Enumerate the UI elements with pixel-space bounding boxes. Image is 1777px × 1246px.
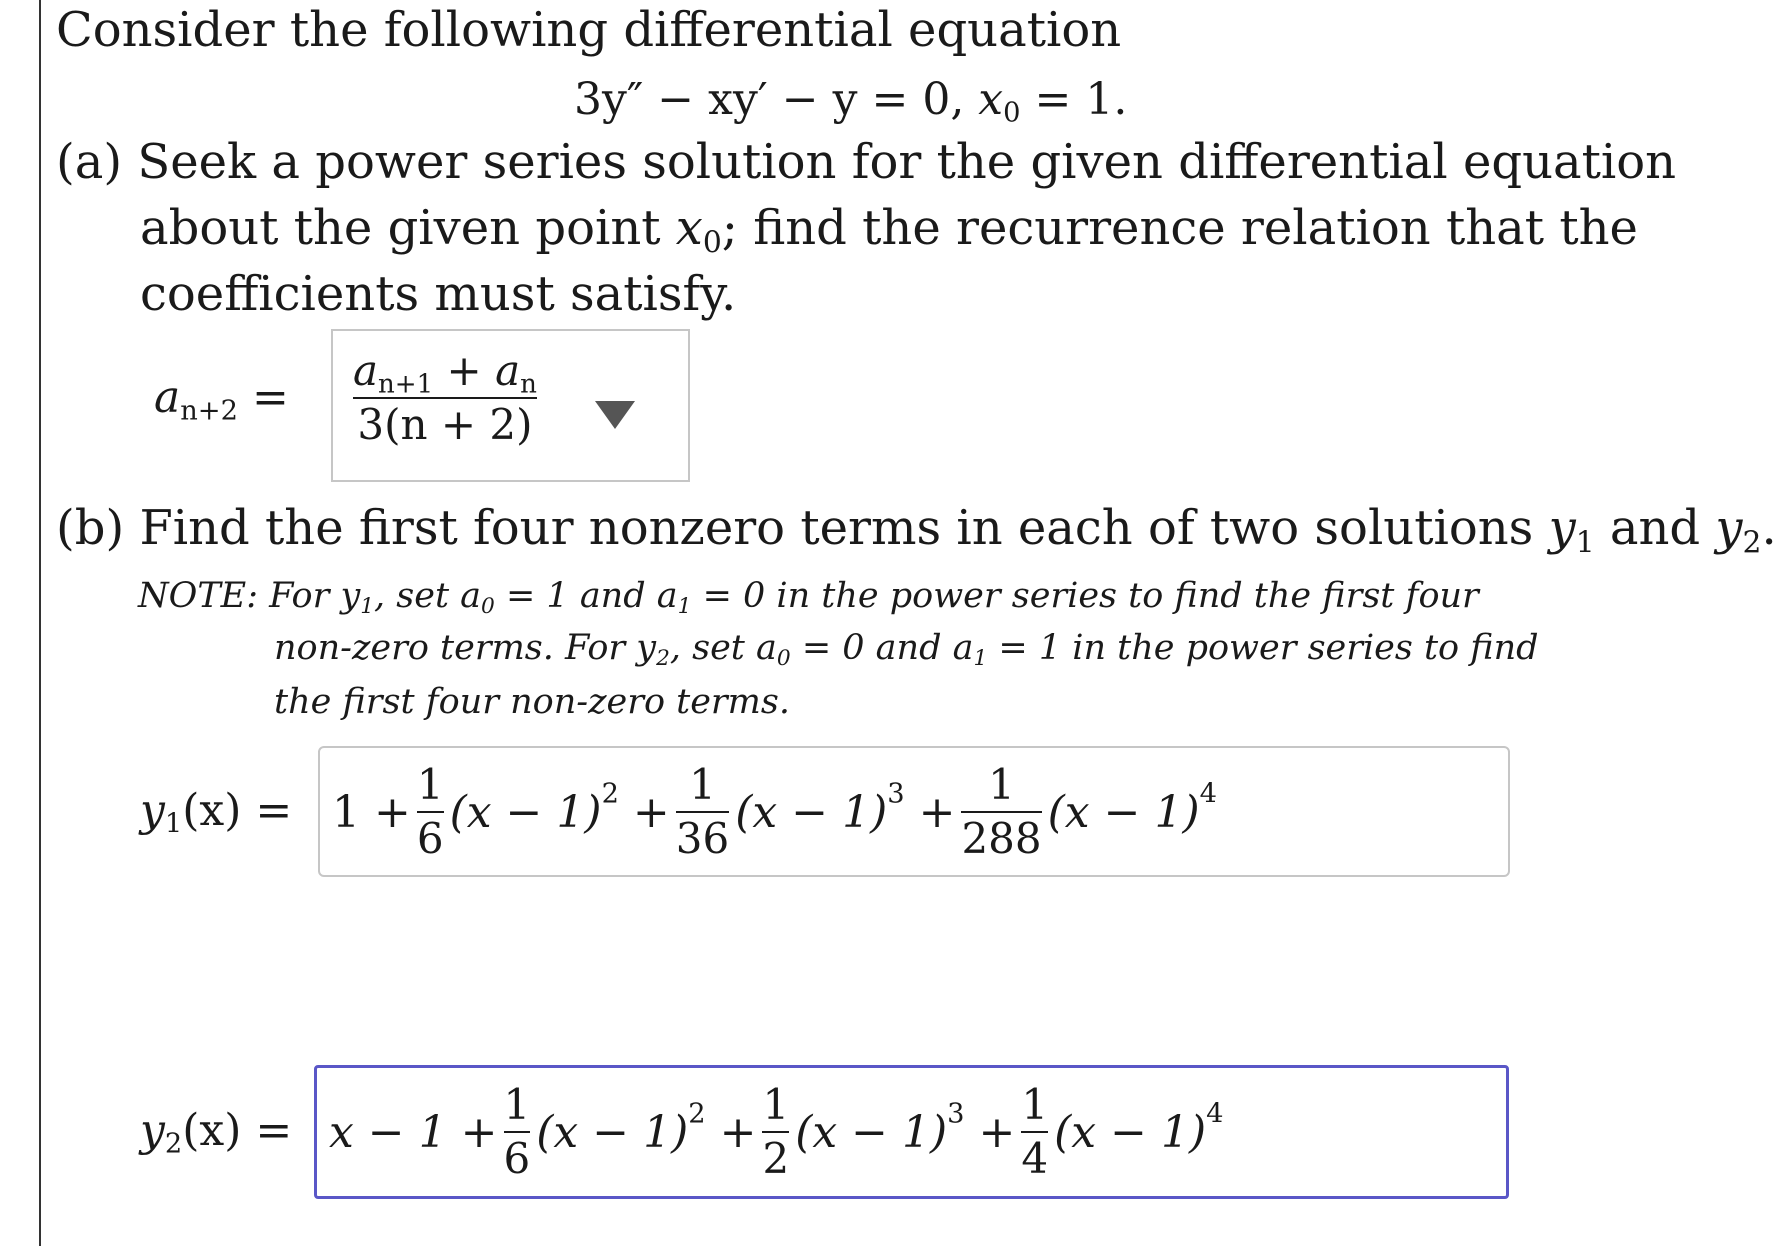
part-b-line1 <box>56 500 1777 561</box>
note-l1-d: = 0 in the power series to find the first four <box>691 576 1479 616</box>
y1-plus-1: + <box>618 786 670 838</box>
recurrence-fraction <box>353 346 537 450</box>
note-l1-ysub: 1 <box>360 594 375 620</box>
y1-frac-2-bar <box>676 811 729 813</box>
y2-term-3 <box>795 1097 1016 1158</box>
y1-term-4-base: (x − 1) <box>1047 786 1200 838</box>
y1-expression <box>332 756 1217 868</box>
part-a-prompt-2: about the given point <box>140 200 676 256</box>
dropdown-arrow-icon[interactable] <box>595 401 635 429</box>
part-a-line2 <box>140 200 1638 261</box>
differential-equation <box>574 74 1128 129</box>
note-l1-a0sub: 0 <box>481 594 495 620</box>
y2-term-2-exp: 2 <box>688 1097 706 1129</box>
equation-main: 3y″ − xy′ − y = 0, <box>574 74 979 125</box>
y2-leading-terms <box>329 1107 498 1158</box>
num-b-var: a <box>495 346 521 395</box>
recurrence-numerator <box>353 346 537 400</box>
part-a-line3: coefficients must satisfy. <box>140 266 737 322</box>
y2-frac-1 <box>503 1079 531 1183</box>
y2-term-4-base: (x − 1) <box>1054 1106 1207 1158</box>
y2-frac-1-bar <box>504 1131 531 1133</box>
note-l1-b: , set <box>374 576 461 616</box>
part-a-prompt-1: Seek a power series solution for the given differential equation <box>137 134 1677 190</box>
note-l2-y: y <box>636 628 657 668</box>
part-a-x0-var: x <box>675 200 703 256</box>
y2-lhs-var: y <box>140 1105 165 1156</box>
note-l2-a1: a <box>952 628 974 668</box>
y2-term-4-exp: 4 <box>1206 1097 1224 1129</box>
recurrence-lhs-eq: = <box>238 372 289 423</box>
note-l2-a0sub: 0 <box>776 646 791 672</box>
note-line3: the first four non-zero terms. <box>274 682 790 722</box>
y2-plus-2: + <box>964 1106 1016 1158</box>
num-a-sub: n+1 <box>378 369 434 400</box>
note-l1-y: y <box>340 576 361 616</box>
part-b-y2-var: y <box>1715 500 1743 556</box>
y1-plus-2: + <box>904 786 956 838</box>
y2-term-4 <box>1054 1097 1224 1158</box>
part-b-label: (b) <box>56 500 125 556</box>
note-l2-ysub: 2 <box>656 646 670 672</box>
y1-frac-2 <box>675 759 730 863</box>
y1-frac-3-den: 288 <box>961 814 1042 863</box>
equation-x0-var: x <box>978 74 1004 125</box>
y2-term-3-exp: 3 <box>947 1097 965 1129</box>
part-b-prompt: Find the first four nonzero terms in each of two solutions <box>139 500 1549 556</box>
recurrence-lhs-var: a <box>154 372 181 423</box>
y2-frac-2-num: 1 <box>762 1079 790 1129</box>
y2-term-3-base: (x − 1) <box>795 1106 948 1158</box>
y1-term-2-base: (x − 1) <box>449 786 602 838</box>
note-l2-a1sub: 1 <box>973 646 988 672</box>
note-l2-d: = 1 in the power series to find <box>987 628 1539 668</box>
y1-frac-3-bar <box>961 811 1041 813</box>
y1-answer-box[interactable] <box>318 746 1510 877</box>
recurrence-denominator: 3(n + 2) <box>357 400 533 450</box>
part-b-y2-sub: 2 <box>1742 525 1762 561</box>
y1-frac-2-num: 1 <box>689 759 716 809</box>
y2-frac-3-bar <box>1021 1131 1048 1133</box>
y1-term-2 <box>449 777 670 838</box>
part-b-and: and <box>1594 500 1716 556</box>
num-b-sub: n <box>520 369 537 400</box>
note-l1-a: NOTE: For <box>138 576 341 616</box>
y1-term-4 <box>1047 777 1217 838</box>
y2-frac-3-den: 4 <box>1021 1134 1049 1183</box>
y1-lhs-rest: (x) = <box>182 785 293 836</box>
part-a-x0-sub: 0 <box>702 225 722 261</box>
num-a-var: a <box>353 346 379 395</box>
recurrence-lhs <box>154 372 289 427</box>
y2-expression <box>329 1076 1223 1188</box>
recurrence-frac <box>353 346 537 450</box>
y1-frac-1-num: 1 <box>416 759 444 809</box>
y2-plus-1: + <box>705 1106 757 1158</box>
part-a-line1 <box>56 134 1676 190</box>
y1-frac-1-den: 6 <box>416 814 444 863</box>
note-l1-c: = 1 and <box>494 576 657 616</box>
note-l1-a0: a <box>460 576 482 616</box>
y1-frac-3 <box>961 759 1042 863</box>
y2-frac-1-den: 6 <box>503 1134 531 1183</box>
y1-lhs-var: y <box>140 785 165 836</box>
note-l2-c: = 0 and <box>790 628 953 668</box>
y1-frac-3-num: 1 <box>988 759 1015 809</box>
note-l2-a: non-zero terms. For <box>274 628 637 668</box>
y2-frac-1-num: 1 <box>503 1079 531 1129</box>
y2-lhs <box>140 1105 293 1160</box>
recurrence-lhs-sub: n+2 <box>180 395 238 427</box>
y2-term-2 <box>536 1097 757 1158</box>
y1-frac-2-den: 36 <box>675 814 730 863</box>
y1-frac-1 <box>416 759 444 863</box>
y1-frac-1-bar <box>417 811 444 813</box>
y1-lhs <box>140 785 293 840</box>
note-l2-a0: a <box>756 628 777 668</box>
part-a-prompt-2b: ; find the recurrence relation that the <box>721 200 1638 256</box>
part-a-label: (a) <box>56 134 123 190</box>
y1-lhs-sub: 1 <box>164 808 183 840</box>
y2-frac-2 <box>762 1079 790 1183</box>
y1-term-2-exp: 2 <box>601 777 619 809</box>
equation-x0-value: = 1. <box>1020 74 1128 125</box>
part-b-period: . <box>1761 500 1777 556</box>
intro-text: Consider the following differential equation <box>56 2 1122 58</box>
y1-term-4-exp: 4 <box>1199 777 1217 809</box>
y2-lhs-sub: 2 <box>164 1128 183 1160</box>
y2-frac-3-num: 1 <box>1021 1079 1049 1129</box>
note-line2 <box>274 628 1539 672</box>
y1-term-3-exp: 3 <box>887 777 905 809</box>
recurrence-answer-box[interactable] <box>331 329 690 482</box>
y2-frac-2-bar <box>762 1131 789 1133</box>
equation-x0-sub: 0 <box>1003 97 1021 129</box>
y2-lhs-rest: (x) = <box>182 1105 293 1156</box>
recurrence-fraction-bar <box>353 397 537 399</box>
num-plus: + <box>433 346 496 395</box>
note-line1 <box>138 576 1479 620</box>
y2-answer-box[interactable] <box>314 1065 1509 1199</box>
note-l1-a1sub: 1 <box>677 594 692 620</box>
y2-frac-3 <box>1021 1079 1049 1183</box>
part-b-y1-var: y <box>1548 500 1576 556</box>
y2-term-2-base: (x − 1) <box>536 1106 689 1158</box>
part-b-y1-sub: 1 <box>1575 525 1595 561</box>
note-l2-b: , set <box>669 628 756 668</box>
y2-frac-2-den: 2 <box>762 1134 790 1183</box>
y1-constant-term: 1 + <box>332 786 411 838</box>
y2-leading-text: x − 1 + <box>329 1106 498 1158</box>
y1-term-3-base: (x − 1) <box>735 786 888 838</box>
y1-term-3 <box>735 777 956 838</box>
note-l1-a1: a <box>656 576 678 616</box>
